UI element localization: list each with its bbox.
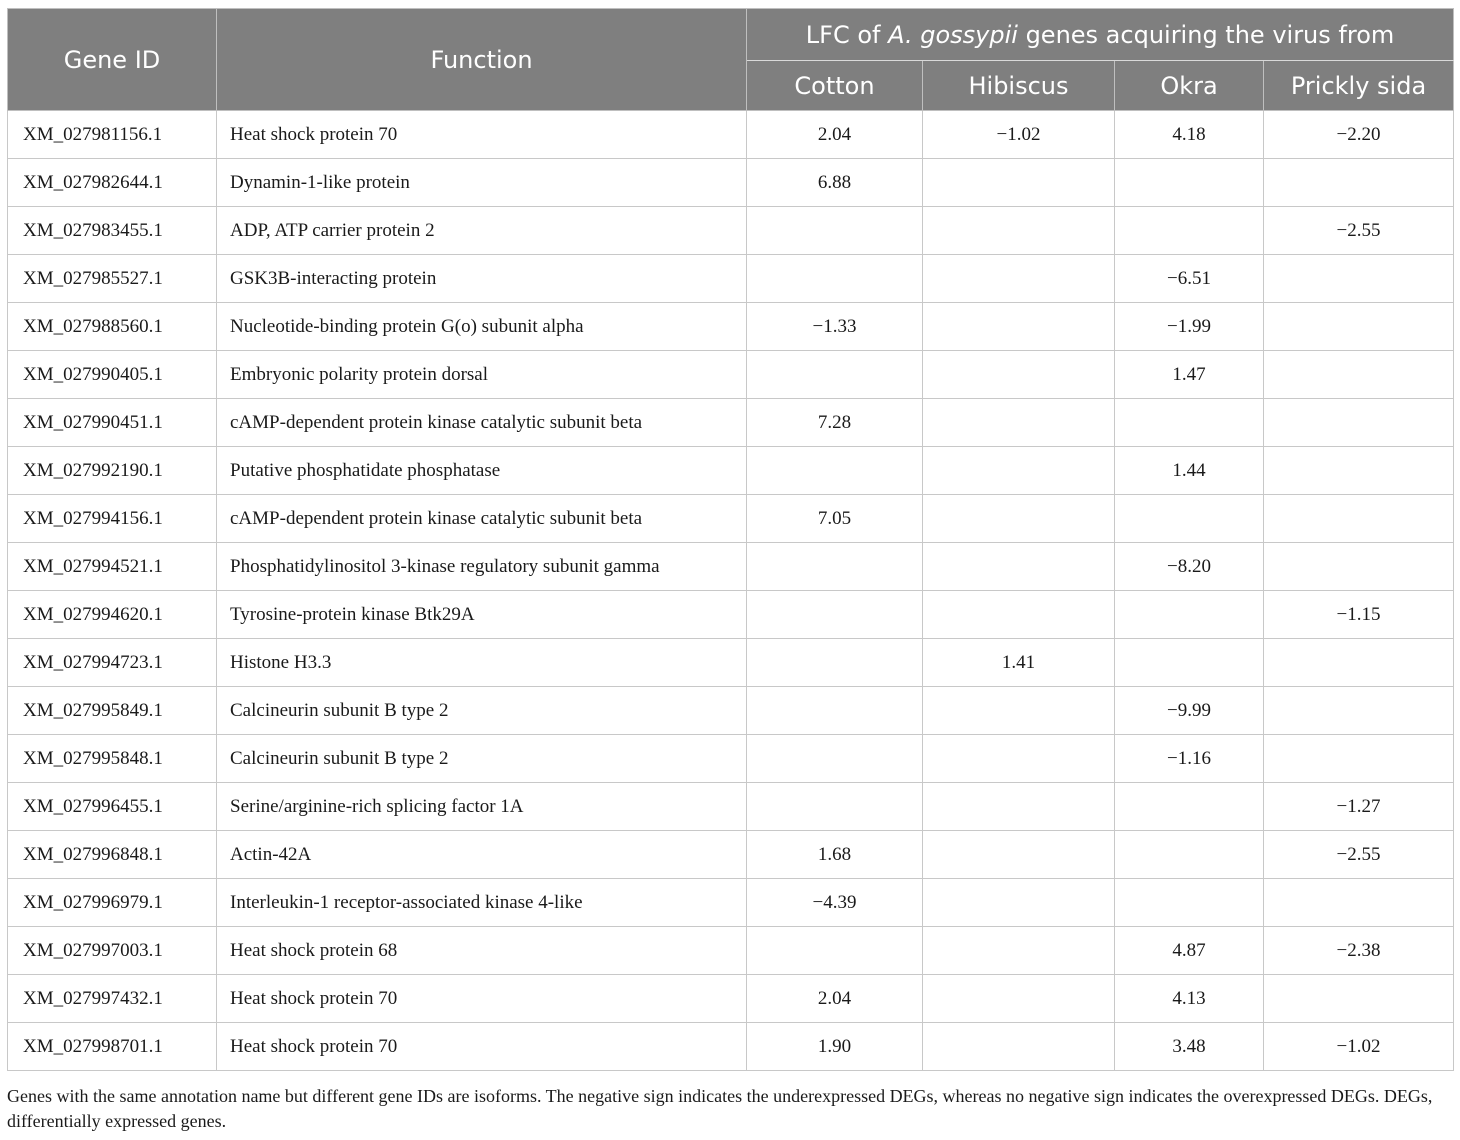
function-cell: Heat shock protein 70 [217, 1023, 747, 1071]
gene-id-cell: XM_027997432.1 [8, 975, 217, 1023]
header-lfc-suffix: genes acquiring the virus from [1017, 20, 1395, 49]
lfc-cotton-cell [747, 447, 923, 495]
lfc-prickly-sida-cell [1264, 351, 1454, 399]
lfc-hibiscus-cell [923, 975, 1115, 1023]
lfc-hibiscus-cell [923, 927, 1115, 975]
table-row [8, 591, 1454, 639]
function-cell: cAMP-dependent protein kinase catalytic subunit beta [217, 495, 747, 543]
lfc-prickly-sida-cell [1264, 159, 1454, 207]
header-host-okra: Okra [1115, 61, 1264, 111]
table-row [8, 783, 1454, 831]
lfc-okra-cell: −1.16 [1115, 735, 1264, 783]
lfc-hibiscus-cell [923, 1023, 1115, 1071]
gene-id-cell: XM_027983455.1 [8, 207, 217, 255]
lfc-prickly-sida-cell [1264, 975, 1454, 1023]
gene-id-cell: XM_027982644.1 [8, 159, 217, 207]
header-lfc-prefix: LFC of [805, 20, 889, 49]
function-cell: Dynamin-1-like protein [217, 159, 747, 207]
header-host-prickly-sida: Prickly sida [1264, 61, 1454, 111]
lfc-prickly-sida-cell [1264, 735, 1454, 783]
lfc-cotton-cell [747, 735, 923, 783]
lfc-hibiscus-cell [923, 543, 1115, 591]
table-row [8, 543, 1454, 591]
header-host-cotton: Cotton [747, 61, 923, 111]
gene-id-cell: XM_027994620.1 [8, 591, 217, 639]
lfc-cotton-cell: 7.05 [747, 495, 923, 543]
lfc-okra-cell [1115, 591, 1264, 639]
function-cell: Heat shock protein 70 [217, 111, 747, 159]
lfc-hibiscus-cell [923, 831, 1115, 879]
lfc-okra-cell: 4.18 [1115, 111, 1264, 159]
lfc-hibiscus-cell: −1.02 [923, 111, 1115, 159]
header-host-hibiscus: Hibiscus [923, 61, 1115, 111]
header-lfc-group [747, 9, 1454, 61]
lfc-cotton-cell [747, 255, 923, 303]
lfc-cotton-cell: −4.39 [747, 879, 923, 927]
lfc-hibiscus-cell [923, 447, 1115, 495]
lfc-okra-cell: 1.44 [1115, 447, 1264, 495]
gene-id-cell: XM_027996979.1 [8, 879, 217, 927]
table-row [8, 639, 1454, 687]
lfc-cotton-cell [747, 207, 923, 255]
table-row [8, 927, 1454, 975]
lfc-okra-cell: 3.48 [1115, 1023, 1264, 1071]
gene-id-cell: XM_027981156.1 [8, 111, 217, 159]
function-cell: Heat shock protein 70 [217, 975, 747, 1023]
gene-id-cell: XM_027990405.1 [8, 351, 217, 399]
function-cell: Heat shock protein 68 [217, 927, 747, 975]
lfc-prickly-sida-cell [1264, 687, 1454, 735]
lfc-cotton-cell: −1.33 [747, 303, 923, 351]
lfc-hibiscus-cell [923, 735, 1115, 783]
lfc-okra-cell [1115, 207, 1264, 255]
lfc-cotton-cell: 7.28 [747, 399, 923, 447]
lfc-okra-cell [1115, 399, 1264, 447]
function-cell: Calcineurin subunit B type 2 [217, 687, 747, 735]
table-row [8, 351, 1454, 399]
lfc-prickly-sida-cell [1264, 303, 1454, 351]
function-cell: Interleukin-1 receptor-associated kinase 4-like [217, 879, 747, 927]
gene-id-cell: XM_027992190.1 [8, 447, 217, 495]
lfc-prickly-sida-cell [1264, 447, 1454, 495]
gene-id-cell: XM_027988560.1 [8, 303, 217, 351]
function-cell: GSK3B-interacting protein [217, 255, 747, 303]
gene-id-cell: XM_027996848.1 [8, 831, 217, 879]
function-cell: Embryonic polarity protein dorsal [217, 351, 747, 399]
lfc-okra-cell: 4.87 [1115, 927, 1264, 975]
function-cell: Nucleotide-binding protein G(o) subunit alpha [217, 303, 747, 351]
lfc-prickly-sida-cell: −2.20 [1264, 111, 1454, 159]
lfc-okra-cell [1115, 639, 1264, 687]
table-row [8, 303, 1454, 351]
function-cell: cAMP-dependent protein kinase catalytic subunit beta [217, 399, 747, 447]
function-cell: Serine/arginine-rich splicing factor 1A [217, 783, 747, 831]
lfc-prickly-sida-cell [1264, 879, 1454, 927]
function-cell: Putative phosphatidate phosphatase [217, 447, 747, 495]
function-cell: Calcineurin subunit B type 2 [217, 735, 747, 783]
gene-id-cell: XM_027990451.1 [8, 399, 217, 447]
lfc-prickly-sida-cell: −1.02 [1264, 1023, 1454, 1071]
lfc-okra-cell [1115, 159, 1264, 207]
gene-lfc-table [7, 8, 1454, 1071]
lfc-hibiscus-cell [923, 159, 1115, 207]
lfc-prickly-sida-cell: −2.55 [1264, 207, 1454, 255]
lfc-hibiscus-cell: 1.41 [923, 639, 1115, 687]
lfc-prickly-sida-cell: −1.15 [1264, 591, 1454, 639]
function-cell: Tyrosine-protein kinase Btk29A [217, 591, 747, 639]
gene-id-cell: XM_027997003.1 [8, 927, 217, 975]
gene-id-cell: XM_027995848.1 [8, 735, 217, 783]
table-row [8, 495, 1454, 543]
lfc-cotton-cell: 6.88 [747, 159, 923, 207]
function-cell: ADP, ATP carrier protein 2 [217, 207, 747, 255]
lfc-hibiscus-cell [923, 879, 1115, 927]
lfc-hibiscus-cell [923, 255, 1115, 303]
gene-id-cell: XM_027985527.1 [8, 255, 217, 303]
table-header [8, 9, 1454, 111]
lfc-cotton-cell [747, 927, 923, 975]
lfc-cotton-cell [747, 351, 923, 399]
table-row [8, 975, 1454, 1023]
data-table-container [7, 8, 1453, 1071]
lfc-cotton-cell: 2.04 [747, 111, 923, 159]
table-row [8, 735, 1454, 783]
gene-id-cell: XM_027994723.1 [8, 639, 217, 687]
lfc-hibiscus-cell [923, 207, 1115, 255]
lfc-cotton-cell [747, 687, 923, 735]
lfc-okra-cell: 4.13 [1115, 975, 1264, 1023]
lfc-cotton-cell: 2.04 [747, 975, 923, 1023]
table-body [8, 111, 1454, 1071]
lfc-cotton-cell: 1.90 [747, 1023, 923, 1071]
lfc-prickly-sida-cell [1264, 543, 1454, 591]
lfc-okra-cell [1115, 879, 1264, 927]
lfc-okra-cell: −6.51 [1115, 255, 1264, 303]
lfc-cotton-cell [747, 639, 923, 687]
lfc-cotton-cell [747, 783, 923, 831]
gene-id-cell: XM_027994521.1 [8, 543, 217, 591]
lfc-cotton-cell [747, 543, 923, 591]
lfc-okra-cell [1115, 783, 1264, 831]
header-gene-id: Gene ID [8, 9, 217, 111]
lfc-prickly-sida-cell [1264, 255, 1454, 303]
lfc-prickly-sida-cell: −2.55 [1264, 831, 1454, 879]
lfc-hibiscus-cell [923, 591, 1115, 639]
gene-id-cell: XM_027998701.1 [8, 1023, 217, 1071]
lfc-hibiscus-cell [923, 399, 1115, 447]
lfc-okra-cell [1115, 495, 1264, 543]
lfc-cotton-cell [747, 591, 923, 639]
lfc-okra-cell: −1.99 [1115, 303, 1264, 351]
lfc-okra-cell: 1.47 [1115, 351, 1264, 399]
lfc-prickly-sida-cell [1264, 639, 1454, 687]
header-function: Function [217, 9, 747, 111]
header-lfc-species: A. gossypii [888, 20, 1018, 49]
function-cell: Phosphatidylinositol 3-kinase regulatory subunit gamma [217, 543, 747, 591]
table-row [8, 255, 1454, 303]
lfc-prickly-sida-cell: −1.27 [1264, 783, 1454, 831]
lfc-prickly-sida-cell: −2.38 [1264, 927, 1454, 975]
lfc-hibiscus-cell [923, 783, 1115, 831]
table-row [8, 687, 1454, 735]
lfc-prickly-sida-cell [1264, 495, 1454, 543]
table-row [8, 207, 1454, 255]
lfc-cotton-cell: 1.68 [747, 831, 923, 879]
table-row [8, 111, 1454, 159]
lfc-okra-cell: −8.20 [1115, 543, 1264, 591]
function-cell: Actin-42A [217, 831, 747, 879]
function-cell: Histone H3.3 [217, 639, 747, 687]
lfc-hibiscus-cell [923, 687, 1115, 735]
gene-id-cell: XM_027994156.1 [8, 495, 217, 543]
gene-id-cell: XM_027995849.1 [8, 687, 217, 735]
lfc-prickly-sida-cell [1264, 399, 1454, 447]
table-row [8, 447, 1454, 495]
table-footnote: Genes with the same annotation name but different gene IDs are isoforms. The negative sign indicates the underexpressed DEGs, whereas no negative sign indicates the overexpressed DEGs. DEGs, differentially expressed genes. [7, 1086, 1433, 1131]
lfc-hibiscus-cell [923, 495, 1115, 543]
table-row [8, 1023, 1454, 1071]
lfc-okra-cell [1115, 831, 1264, 879]
lfc-hibiscus-cell [923, 351, 1115, 399]
table-row [8, 879, 1454, 927]
lfc-hibiscus-cell [923, 303, 1115, 351]
table-row [8, 159, 1454, 207]
gene-id-cell: XM_027996455.1 [8, 783, 217, 831]
table-row [8, 831, 1454, 879]
lfc-okra-cell: −9.99 [1115, 687, 1264, 735]
table-row [8, 399, 1454, 447]
